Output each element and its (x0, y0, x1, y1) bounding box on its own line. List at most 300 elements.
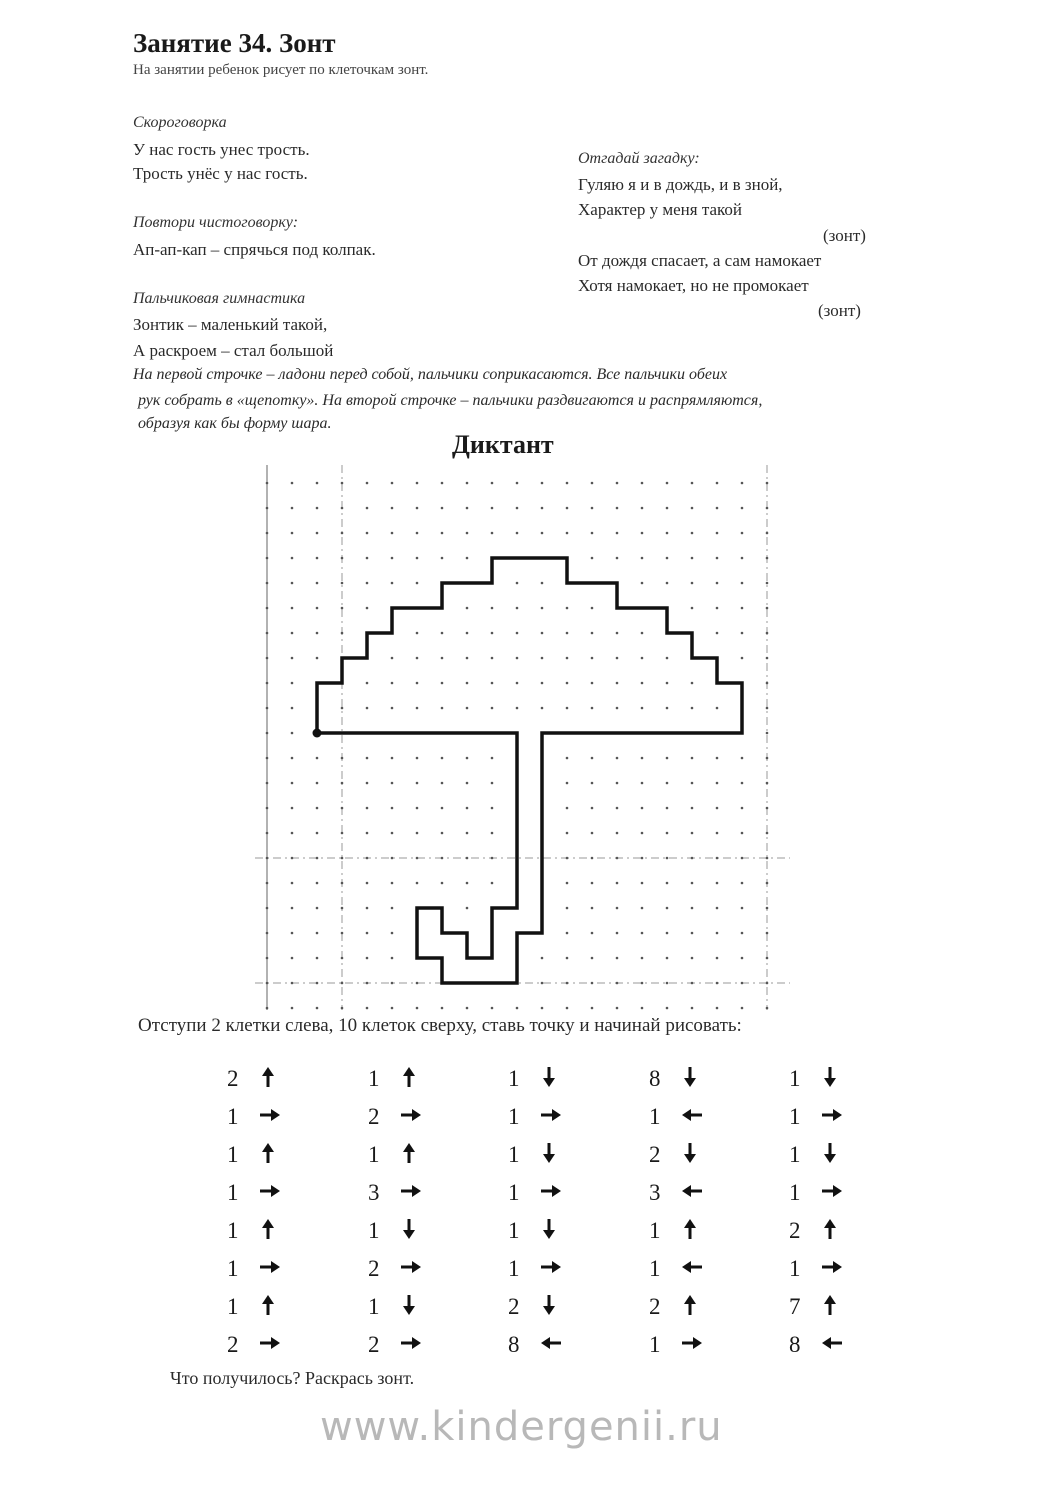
grid-dot (266, 632, 269, 635)
grid-dot (541, 607, 544, 610)
grid-dot (566, 832, 569, 835)
grid-dot (691, 857, 694, 860)
grid-dot (591, 632, 594, 635)
grid-dot (691, 832, 694, 835)
grid-dot (591, 707, 594, 710)
grid-dot (766, 982, 769, 985)
grid-dot (341, 757, 344, 760)
dictation-command (227, 1254, 347, 1284)
grid-dot (441, 782, 444, 785)
grid-dot (641, 657, 644, 660)
grid-dot (741, 657, 744, 660)
command-count: 1 (368, 1294, 380, 1319)
dictation-command (789, 1064, 909, 1094)
dictation-command (789, 1254, 909, 1284)
grid-dot (316, 657, 319, 660)
grid-dot (641, 682, 644, 685)
dictation-command (789, 1292, 909, 1322)
grid-dot (266, 1007, 269, 1010)
grid-dot (291, 857, 294, 860)
grid-dot (291, 532, 294, 535)
grid-dot (391, 682, 394, 685)
grid-dot (516, 582, 519, 585)
grid-dot (591, 782, 594, 785)
riddle-line: Гуляю я и в дождь, и в зной, (578, 175, 783, 194)
grid-dot (616, 957, 619, 960)
command-count: 2 (227, 1332, 239, 1357)
grid-dot (766, 732, 769, 735)
arrow-up-icon (400, 1066, 418, 1093)
grid-dot (616, 882, 619, 885)
grid-dot (366, 932, 369, 935)
grid-dot (341, 507, 344, 510)
dictation-command (508, 1178, 628, 1208)
grid-dot (616, 832, 619, 835)
grid-dot (366, 682, 369, 685)
grid-dot (716, 507, 719, 510)
grid-dot (641, 632, 644, 635)
grid-dot (391, 657, 394, 660)
grid-dot (366, 882, 369, 885)
grid-dot (666, 932, 669, 935)
riddle-answer: (зонт) (818, 301, 861, 320)
grid-dot (466, 782, 469, 785)
grid-dot (416, 982, 419, 985)
dictation-command (368, 1292, 488, 1322)
dictation-command (649, 1064, 769, 1094)
grid-dot (291, 682, 294, 685)
grid-dot (641, 782, 644, 785)
arrow-up-icon (259, 1294, 277, 1321)
command-count: 1 (227, 1142, 239, 1167)
grid-dot (591, 482, 594, 485)
grid-dot (466, 557, 469, 560)
grid-dot (441, 857, 444, 860)
arrow-up-icon (400, 1142, 418, 1169)
command-count: 1 (508, 1104, 520, 1129)
grid-dot (741, 957, 744, 960)
grid-dot (766, 757, 769, 760)
grid-dot (466, 607, 469, 610)
grid-dot (416, 707, 419, 710)
pure-phrase-line: Ап-ап-кап – спрячься под колпак. (133, 240, 376, 259)
command-count: 1 (368, 1142, 380, 1167)
grid-dot (641, 857, 644, 860)
dictation-command (789, 1102, 909, 1132)
command-count: 2 (649, 1294, 661, 1319)
command-count: 3 (649, 1180, 661, 1205)
grid-dot (766, 557, 769, 560)
grid-dot (416, 882, 419, 885)
grid-dot (466, 482, 469, 485)
grid-dot (316, 982, 319, 985)
grid-dot (516, 682, 519, 685)
dictation-command (649, 1216, 769, 1246)
grid-dot (591, 932, 594, 935)
grid-dot (466, 657, 469, 660)
command-count: 1 (227, 1294, 239, 1319)
arrow-right-icon (540, 1258, 562, 1281)
grid-dot (416, 757, 419, 760)
grid-dot (691, 757, 694, 760)
grid-dot (266, 982, 269, 985)
grid-dot (716, 757, 719, 760)
grid-dot (741, 932, 744, 935)
grid-dot (316, 782, 319, 785)
grid-dot (541, 707, 544, 710)
grid-dot (491, 657, 494, 660)
arrow-right-icon (400, 1106, 422, 1129)
grid-dot (541, 1007, 544, 1010)
grid-dot (291, 557, 294, 560)
grid-dot (366, 807, 369, 810)
command-count: 2 (368, 1332, 380, 1357)
grid-dot (391, 907, 394, 910)
grid-dot (291, 982, 294, 985)
dictation-command (368, 1102, 488, 1132)
grid-dot (541, 657, 544, 660)
grid-dot (641, 557, 644, 560)
grid-dot (341, 532, 344, 535)
grid-dot (541, 982, 544, 985)
command-count: 1 (508, 1218, 520, 1243)
grid-dot (666, 832, 669, 835)
dictation-command (368, 1216, 488, 1246)
arrow-up-icon (259, 1066, 277, 1093)
grid-dot (266, 657, 269, 660)
dictation-command (649, 1102, 769, 1132)
grid-dot (591, 607, 594, 610)
grid-dot (466, 532, 469, 535)
grid-dot (666, 657, 669, 660)
arrow-right-icon (259, 1106, 281, 1129)
riddle-line: Хотя намокает, но не промокает (578, 276, 809, 295)
pure-phrase-heading: Повтори чистоговорку: (133, 214, 299, 231)
grid-dot (341, 957, 344, 960)
grid-dot (266, 932, 269, 935)
grid-dot (341, 582, 344, 585)
grid-dot (316, 507, 319, 510)
grid-dot (291, 707, 294, 710)
grid-dot (391, 982, 394, 985)
grid-dot (716, 882, 719, 885)
grid-dot (691, 607, 694, 610)
grid-dot (366, 557, 369, 560)
grid-dot (516, 607, 519, 610)
grid-dot (616, 657, 619, 660)
grid-dot (466, 807, 469, 810)
grid-dot (266, 807, 269, 810)
grid-dot (766, 932, 769, 935)
grid-dot (466, 757, 469, 760)
grid-dot (466, 632, 469, 635)
grid-dot (616, 782, 619, 785)
grid-dot (641, 832, 644, 835)
grid-dot (666, 882, 669, 885)
finger-gym-note: рук собрать в «щепотку». На второй строчке – пальчики раздвигаются и распрямляются, (138, 392, 763, 409)
grid-dot (541, 507, 544, 510)
grid-dot (266, 607, 269, 610)
grid-dot (616, 682, 619, 685)
grid-dot (266, 757, 269, 760)
grid-dot (516, 707, 519, 710)
dictation-command (368, 1064, 488, 1094)
grid-dot (491, 857, 494, 860)
arrow-down-icon (821, 1066, 839, 1093)
grid-dot (266, 582, 269, 585)
grid-dot (341, 607, 344, 610)
finger-gym-line: А раскроем – стал большой (133, 341, 334, 360)
grid-dot (666, 857, 669, 860)
command-count: 8 (649, 1066, 661, 1091)
grid-dot (566, 682, 569, 685)
grid-dot (566, 782, 569, 785)
arrow-left-icon (540, 1334, 562, 1357)
grid-dot (766, 482, 769, 485)
grid-dot (291, 882, 294, 885)
grid-dot (416, 657, 419, 660)
grid-dot (766, 907, 769, 910)
command-count: 7 (789, 1294, 801, 1319)
grid-dot (441, 882, 444, 885)
grid-dot (416, 557, 419, 560)
command-count: 1 (649, 1332, 661, 1357)
command-count: 2 (368, 1104, 380, 1129)
grid-dot (391, 507, 394, 510)
grid-dot (766, 882, 769, 885)
grid-dot (516, 532, 519, 535)
command-count: 1 (508, 1142, 520, 1167)
grid-dot (391, 882, 394, 885)
grid-dot (741, 607, 744, 610)
grid-dot (666, 907, 669, 910)
grid-dot (366, 582, 369, 585)
dictation-command (227, 1330, 347, 1360)
arrow-right-icon (259, 1334, 281, 1357)
grid-dot (416, 532, 419, 535)
grid-dot (641, 982, 644, 985)
command-count: 1 (227, 1104, 239, 1129)
grid-dot (491, 607, 494, 610)
dictation-command (368, 1330, 488, 1360)
command-count: 1 (789, 1142, 801, 1167)
grid-dot (616, 532, 619, 535)
dictation-instruction: Отступи 2 клетки слева, 10 клеток сверху, ставь точку и начинай рисовать: (138, 1015, 742, 1036)
grid-dot (266, 907, 269, 910)
command-count: 1 (649, 1218, 661, 1243)
grid-dot (591, 657, 594, 660)
grid-dot (366, 757, 369, 760)
dictation-command (508, 1064, 628, 1094)
grid-dot (541, 682, 544, 685)
grid-dot (341, 882, 344, 885)
grid-dot (316, 557, 319, 560)
grid-dot (566, 882, 569, 885)
grid-dot (716, 932, 719, 935)
command-count: 8 (789, 1332, 801, 1357)
dictation-command (508, 1330, 628, 1360)
grid-dot (766, 507, 769, 510)
grid-dot (366, 482, 369, 485)
grid-dot (541, 482, 544, 485)
grid-dot (491, 707, 494, 710)
grid-dot (516, 482, 519, 485)
grid-dot (391, 782, 394, 785)
command-count: 1 (789, 1104, 801, 1129)
start-point (313, 729, 322, 738)
grid-dot (341, 907, 344, 910)
arrow-left-icon (681, 1258, 703, 1281)
grid-dot (741, 807, 744, 810)
grid-dot (541, 532, 544, 535)
finger-gym-heading: Пальчиковая гимнастика (133, 290, 306, 307)
grid-dot (366, 1007, 369, 1010)
grid-dot (491, 807, 494, 810)
grid-dot (266, 882, 269, 885)
grid-dot (666, 482, 669, 485)
grid-dot (766, 782, 769, 785)
grid-dot (591, 982, 594, 985)
command-count: 2 (789, 1218, 801, 1243)
riddle-line: Характер у меня такой (578, 200, 743, 219)
grid-dot (316, 882, 319, 885)
grid-dot (341, 707, 344, 710)
grid-dot (766, 532, 769, 535)
arrow-down-icon (681, 1142, 699, 1169)
grid-dot (741, 782, 744, 785)
grid-dot (416, 632, 419, 635)
final-question: Что получилось? Раскрась зонт. (170, 1368, 415, 1388)
grid-dot (416, 1007, 419, 1010)
grid-dot (716, 807, 719, 810)
grid-dot (466, 832, 469, 835)
grid-dot (591, 957, 594, 960)
grid-dot (641, 757, 644, 760)
grid-dot (291, 782, 294, 785)
grid-dot (366, 707, 369, 710)
grid-dot (641, 1007, 644, 1010)
grid-dot (641, 532, 644, 535)
grid-dot (691, 682, 694, 685)
site-footer: www.kindergenii.ru (320, 1404, 723, 1450)
grid-dot (616, 807, 619, 810)
grid-dot (291, 932, 294, 935)
grid-dot (341, 482, 344, 485)
grid-dot (741, 1007, 744, 1010)
grid-dot (641, 932, 644, 935)
grid-dot (316, 832, 319, 835)
grid-dot (491, 482, 494, 485)
command-count: 1 (789, 1256, 801, 1281)
arrow-right-icon (400, 1258, 422, 1281)
command-count: 1 (368, 1066, 380, 1091)
page-subtitle: На занятии ребенок рисует по клеточкам зонт. (133, 62, 429, 78)
grid-dot (341, 632, 344, 635)
grid-dot (741, 557, 744, 560)
grid-dot (316, 907, 319, 910)
grid-dot (741, 757, 744, 760)
grid-dot (741, 482, 744, 485)
grid-dot (616, 982, 619, 985)
finger-gym-line: Зонтик – маленький такой, (133, 315, 328, 334)
grid-dot (366, 907, 369, 910)
grid-dot (391, 1007, 394, 1010)
dictation-command (508, 1254, 628, 1284)
grid-dot (491, 757, 494, 760)
arrow-right-icon (540, 1182, 562, 1205)
grid-dot (641, 907, 644, 910)
grid-dot (716, 557, 719, 560)
grid-dot (666, 982, 669, 985)
command-count: 2 (368, 1256, 380, 1281)
grid-dot (591, 682, 594, 685)
command-count: 1 (649, 1104, 661, 1129)
arrow-right-icon (681, 1334, 703, 1357)
grid-dot (566, 757, 569, 760)
arrow-right-icon (821, 1182, 843, 1205)
dictation-command (789, 1140, 909, 1170)
grid-dot (541, 632, 544, 635)
grid-dot (616, 482, 619, 485)
grid-dot (716, 607, 719, 610)
grid-dot (766, 807, 769, 810)
grid-dot (316, 957, 319, 960)
grid-dot (616, 707, 619, 710)
grid-dot (666, 582, 669, 585)
grid-dot (741, 857, 744, 860)
grid-dot (591, 532, 594, 535)
grid-dot (391, 532, 394, 535)
grid-dot (666, 957, 669, 960)
grid-dot (666, 807, 669, 810)
dictation-command (649, 1330, 769, 1360)
dictation-command (508, 1140, 628, 1170)
grid-dot (591, 857, 594, 860)
grid-dot (766, 582, 769, 585)
grid-dot (441, 707, 444, 710)
grid-dot (441, 557, 444, 560)
dictation-command (227, 1064, 347, 1094)
command-count: 1 (508, 1066, 520, 1091)
grid-dot (441, 507, 444, 510)
dictation-command (789, 1216, 909, 1246)
grid-dot (641, 957, 644, 960)
grid-dot (716, 982, 719, 985)
grid-dot (566, 532, 569, 535)
grid-dot (691, 507, 694, 510)
arrow-down-icon (400, 1294, 418, 1321)
grid-dot (566, 632, 569, 635)
grid-dot (466, 707, 469, 710)
grid-dot (366, 782, 369, 785)
command-count: 1 (227, 1256, 239, 1281)
grid-dot (766, 607, 769, 610)
grid-dot (666, 507, 669, 510)
grid-dot (716, 857, 719, 860)
grid-dot (616, 907, 619, 910)
dictation-command (227, 1216, 347, 1246)
dictation-command (789, 1330, 909, 1360)
grid-dot (341, 1007, 344, 1010)
grid-dot (366, 507, 369, 510)
grid-dot (491, 1007, 494, 1010)
grid-dot (291, 657, 294, 660)
grid-dot (441, 482, 444, 485)
grid-dot (291, 607, 294, 610)
grid-dot (691, 882, 694, 885)
grid-dot (441, 632, 444, 635)
grid-dot (291, 957, 294, 960)
